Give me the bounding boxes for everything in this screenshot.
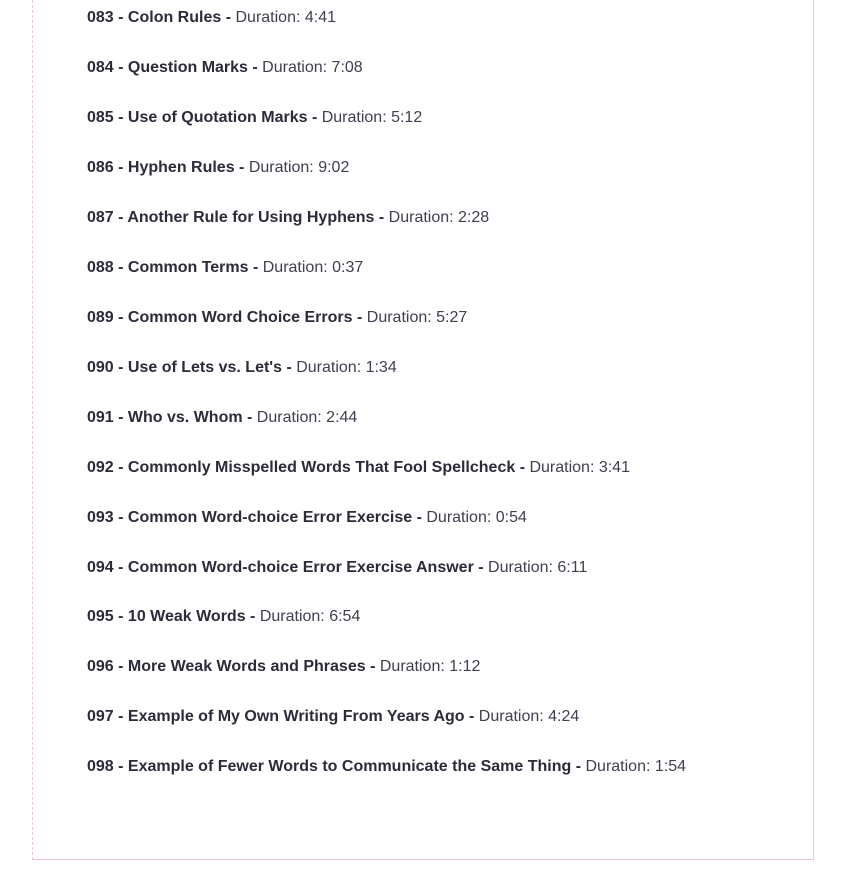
lesson-title: 098 - Example of Fewer Words to Communicate the Same Thing -: [87, 758, 582, 776]
lesson-title: 083 - Colon Rules -: [87, 9, 232, 26]
lesson-item: [87, 756, 807, 806]
lesson-title: 092 - Commonly Misspelled Words That Fool Spellcheck -: [87, 458, 526, 476]
lesson-duration: Duration: 2:28: [388, 209, 490, 226]
lesson-duration: Duration: 4:41: [235, 9, 336, 26]
lesson-duration: Duration: 5:12: [321, 109, 423, 126]
lesson-item: [87, 357, 807, 407]
lesson-item: [87, 606, 807, 656]
lesson-title: 093 - Common Word-choice Error Exercise -: [87, 508, 422, 526]
lesson-duration: Duration: 9:02: [248, 159, 350, 176]
lesson-list: [87, 7, 807, 806]
course-content-panel: [32, 0, 814, 860]
lesson-duration: Duration: 0:37: [262, 259, 364, 276]
lesson-title: 096 - More Weak Words and Phrases -: [87, 658, 376, 676]
lesson-duration: Duration: 1:12: [379, 658, 481, 676]
lesson-duration: Duration: 6:11: [488, 558, 588, 576]
lesson-item: [87, 656, 807, 706]
lesson-title: 087 - Another Rule for Using Hyphens -: [87, 209, 385, 226]
lesson-item: [87, 407, 807, 457]
lesson-item: [87, 7, 807, 57]
lesson-title: 084 - Question Marks -: [87, 59, 258, 76]
lesson-title: 089 - Common Word Choice Errors -: [87, 309, 363, 326]
lesson-title: 091 - Who vs. Whom -: [87, 408, 253, 426]
lesson-duration: Duration: 1:34: [296, 358, 397, 376]
lesson-title: 097 - Example of My Own Writing From Years Ago -: [87, 708, 475, 726]
lesson-item: [87, 557, 807, 607]
lesson-duration: Duration: 7:08: [262, 59, 363, 76]
lesson-item: [87, 157, 807, 207]
lesson-item: [87, 307, 807, 357]
lesson-item: [87, 107, 807, 157]
lesson-duration: Duration: 5:27: [366, 309, 468, 326]
lesson-item: [87, 257, 807, 307]
lesson-duration: Duration: 6:54: [259, 608, 361, 626]
lesson-item: [87, 706, 807, 756]
lesson-title: 085 - Use of Quotation Marks -: [87, 109, 318, 126]
lesson-title: 088 - Common Terms -: [87, 259, 259, 276]
lesson-title: 095 - 10 Weak Words -: [87, 608, 256, 626]
lesson-duration: Duration: 3:41: [529, 458, 630, 476]
lesson-duration: Duration: 0:54: [426, 508, 527, 526]
lesson-item: [87, 507, 807, 557]
lesson-title: 086 - Hyphen Rules -: [87, 159, 245, 176]
lesson-item: [87, 57, 807, 107]
lesson-item: [87, 457, 807, 507]
lesson-duration: Duration: 2:44: [256, 408, 358, 426]
lesson-title: 090 - Use of Lets vs. Let's -: [87, 358, 292, 376]
lesson-duration: Duration: 1:54: [585, 758, 686, 776]
lesson-title: 094 - Common Word-choice Error Exercise Answer -: [87, 558, 484, 576]
lesson-item: [87, 207, 807, 257]
lesson-duration: Duration: 4:24: [478, 708, 580, 726]
